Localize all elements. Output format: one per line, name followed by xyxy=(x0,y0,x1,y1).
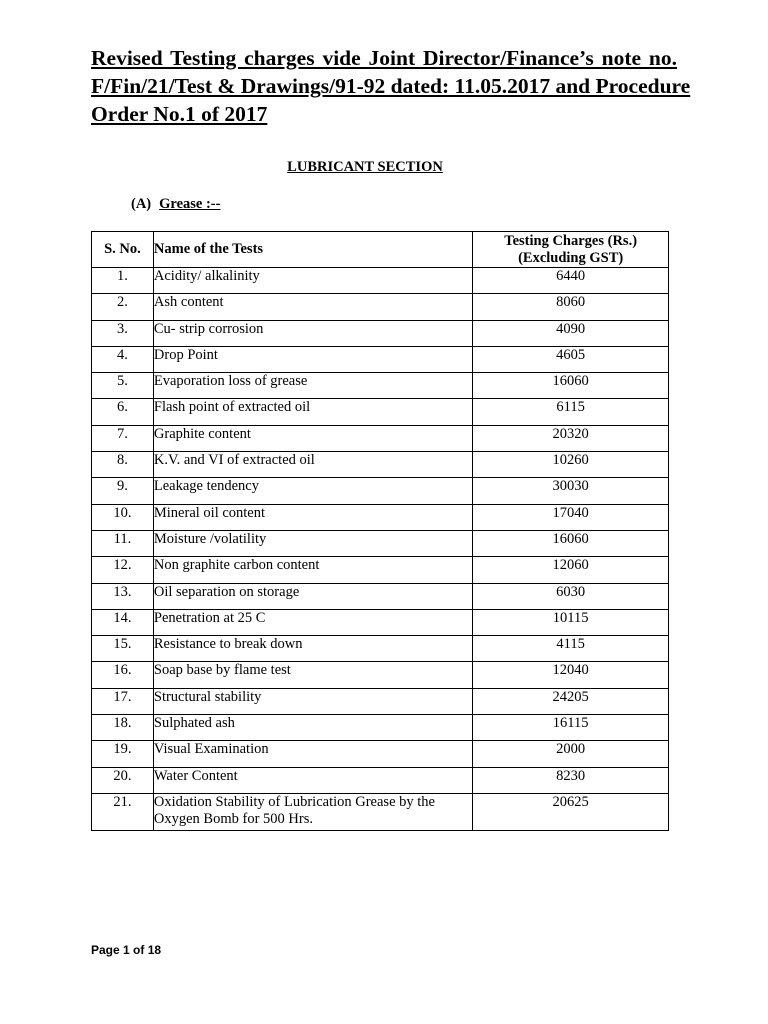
row-charge: 2000 xyxy=(473,741,669,767)
row-sno: 7. xyxy=(92,425,154,451)
row-charge: 12060 xyxy=(473,557,669,583)
row-sno: 19. xyxy=(92,741,154,767)
row-charge: 30030 xyxy=(473,478,669,504)
table-row xyxy=(92,793,669,830)
row-charge: 10115 xyxy=(473,609,669,635)
subsection-heading xyxy=(131,196,220,213)
row-charge: 16060 xyxy=(473,373,669,399)
row-sno: 11. xyxy=(92,530,154,556)
table-body xyxy=(92,268,669,831)
row-name-line-2: Oxygen Bomb for 500 Hrs. xyxy=(153,810,313,827)
row-name: Penetration at 25 C xyxy=(153,609,472,635)
row-name: Leakage tendency xyxy=(153,478,472,504)
header-name-text: Name of the Tests xyxy=(153,241,264,257)
title-line-3: Order No.1 of 2017 xyxy=(91,102,268,126)
table-row xyxy=(92,399,669,425)
row-sno: 4. xyxy=(92,346,154,372)
row-charge: 6115 xyxy=(473,399,669,425)
row-name: Mineral oil content xyxy=(153,504,472,530)
page-total: 18 xyxy=(147,943,162,957)
header-charge-line-1: Testing Charges (Rs.) xyxy=(504,232,638,249)
table-row xyxy=(92,346,669,372)
row-name-line-1: Oxidation Stability of Lubrication Grease by the xyxy=(153,793,435,810)
row-sno: 9. xyxy=(92,478,154,504)
row-name: Drop Point xyxy=(153,346,472,372)
row-sno: 6. xyxy=(92,399,154,425)
table-row xyxy=(92,715,669,741)
table-row xyxy=(92,609,669,635)
row-charge: 16115 xyxy=(473,715,669,741)
title-line-2: F/Fin/21/Test & Drawings/91-92 dated: 11.05.2017 and Procedure xyxy=(91,74,691,98)
subsection-marker: (A) xyxy=(131,196,152,212)
row-sno: 3. xyxy=(92,320,154,346)
row-sno: 14. xyxy=(92,609,154,635)
table-row xyxy=(92,741,669,767)
row-name: Moisture /volatility xyxy=(153,530,472,556)
row-charge: 24205 xyxy=(473,688,669,714)
header-name xyxy=(153,232,472,268)
table-row xyxy=(92,373,669,399)
row-sno: 10. xyxy=(92,504,154,530)
table-row xyxy=(92,452,669,478)
row-charge: 8060 xyxy=(473,294,669,320)
row-name: Cu- strip corrosion xyxy=(153,320,472,346)
row-name: Acidity/ alkalinity xyxy=(153,268,472,294)
document-title xyxy=(91,44,691,128)
row-sno: 15. xyxy=(92,636,154,662)
row-name: Sulphated ash xyxy=(153,715,472,741)
page-separator: of xyxy=(129,943,148,957)
row-charge: 10260 xyxy=(473,452,669,478)
row-name: Ash content xyxy=(153,294,472,320)
row-charge: 4115 xyxy=(473,636,669,662)
table-row xyxy=(92,268,669,294)
row-name: Water Content xyxy=(153,767,472,793)
row-name: Non graphite carbon content xyxy=(153,557,472,583)
row-charge: 17040 xyxy=(473,504,669,530)
table-row xyxy=(92,583,669,609)
table-row xyxy=(92,504,669,530)
page-footer xyxy=(91,943,161,957)
testing-charges-table xyxy=(91,231,669,831)
row-sno: 16. xyxy=(92,662,154,688)
table-row xyxy=(92,530,669,556)
row-sno: 2. xyxy=(92,294,154,320)
row-sno: 12. xyxy=(92,557,154,583)
row-charge: 4605 xyxy=(473,346,669,372)
page-number: 1 xyxy=(123,943,130,957)
table-header-row xyxy=(92,232,669,268)
row-name: Graphite content xyxy=(153,425,472,451)
row-name: Flash point of extracted oil xyxy=(153,399,472,425)
row-name xyxy=(153,793,472,830)
table-row xyxy=(92,478,669,504)
subsection-label: Grease :-- xyxy=(159,196,221,212)
page-prefix: Page xyxy=(91,943,124,957)
title-line-1: Revised Testing charges vide Joint Director/Finance’s note no. xyxy=(91,46,677,70)
table-row xyxy=(92,688,669,714)
row-sno: 18. xyxy=(92,715,154,741)
row-name: Resistance to break down xyxy=(153,636,472,662)
row-sno: 21. xyxy=(92,793,154,830)
row-sno: 5. xyxy=(92,373,154,399)
row-name: Structural stability xyxy=(153,688,472,714)
row-charge: 6030 xyxy=(473,583,669,609)
row-sno: 20. xyxy=(92,767,154,793)
row-sno: 8. xyxy=(92,452,154,478)
header-charge xyxy=(473,232,669,268)
table-row xyxy=(92,557,669,583)
row-sno: 17. xyxy=(92,688,154,714)
row-name: Soap base by flame test xyxy=(153,662,472,688)
row-name: Oil separation on storage xyxy=(153,583,472,609)
row-sno: 13. xyxy=(92,583,154,609)
header-sno: S. No. xyxy=(92,232,154,268)
row-charge: 20320 xyxy=(473,425,669,451)
table-row xyxy=(92,636,669,662)
row-charge: 8230 xyxy=(473,767,669,793)
row-charge: 20625 xyxy=(473,793,669,830)
header-charge-line-2: (Excluding GST) xyxy=(518,249,624,266)
row-charge: 6440 xyxy=(473,268,669,294)
row-name: Evaporation loss of grease xyxy=(153,373,472,399)
row-charge: 16060 xyxy=(473,530,669,556)
section-heading: LUBRICANT SECTION xyxy=(287,159,443,175)
row-charge: 12040 xyxy=(473,662,669,688)
table-row xyxy=(92,662,669,688)
row-charge: 4090 xyxy=(473,320,669,346)
row-name: K.V. and VI of extracted oil xyxy=(153,452,472,478)
row-sno: 1. xyxy=(92,268,154,294)
table-row xyxy=(92,320,669,346)
row-name: Visual Examination xyxy=(153,741,472,767)
table-row xyxy=(92,425,669,451)
table-row xyxy=(92,294,669,320)
table-row xyxy=(92,767,669,793)
